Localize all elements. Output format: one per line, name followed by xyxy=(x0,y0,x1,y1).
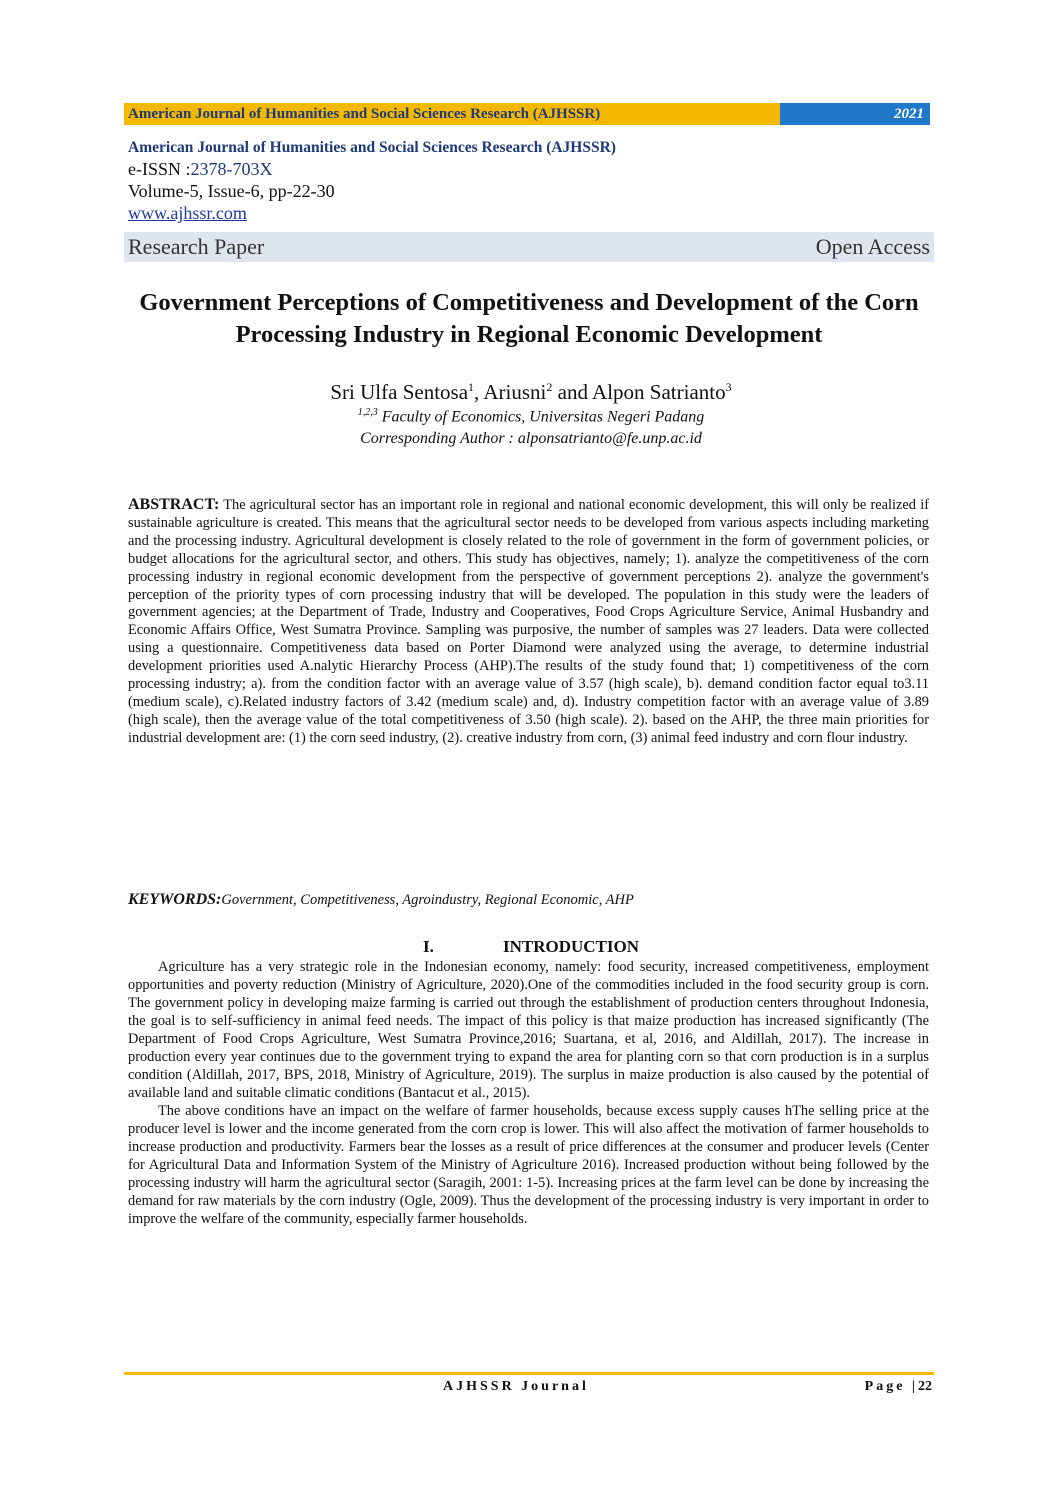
author-separator: and xyxy=(552,380,593,404)
author-sup: 1 xyxy=(468,380,475,394)
author-separator: , xyxy=(474,380,484,404)
paper-title: Government Perceptions of Competitiveness and Development of the Corn Processing Industry in Regional Economic Development xyxy=(139,289,919,348)
author-list xyxy=(128,374,934,405)
keywords-label: KEYWORDS: xyxy=(128,891,222,908)
access-type: Open Access xyxy=(815,234,930,259)
section-heading xyxy=(128,937,934,957)
issn-value: 2378-703X xyxy=(190,159,273,179)
issn xyxy=(128,158,934,180)
affiliation xyxy=(128,402,934,428)
abstract xyxy=(128,496,929,748)
affiliation-text: Faculty of Economics, Universitas Negeri Padang xyxy=(377,408,705,426)
journal-website-link[interactable]: www.ajhssr.com xyxy=(128,203,247,223)
author-name: Ariusni xyxy=(483,380,547,404)
page-number: 22 xyxy=(918,1379,932,1394)
paper-type: Research Paper xyxy=(128,234,265,259)
affiliation-sup: 1,2,3 xyxy=(357,407,378,418)
author-name: Alpon Satrianto xyxy=(592,380,726,404)
journal-header-bar xyxy=(124,103,930,125)
affiliation-block xyxy=(128,402,934,450)
section-title: INTRODUCTION xyxy=(502,937,640,956)
page-label: Page | xyxy=(864,1379,918,1394)
footer-rule xyxy=(124,1372,934,1375)
keywords-text: Government, Competitiveness, Agroindustry, Regional Economic, AHP xyxy=(221,892,634,908)
author-name: Sri Ulfa Sentosa xyxy=(330,380,469,404)
volume-info: Volume-5, Issue-6, pp-22-30 xyxy=(128,181,335,201)
issn-label: e-ISSN : xyxy=(128,159,191,179)
header-journal-name: American Journal of Humanities and Social Sciences Research (AJHSSR) xyxy=(124,103,780,125)
footer-page xyxy=(865,1378,932,1396)
corresponding-author: Corresponding Author : alponsatrianto@fe.unp.ac.id xyxy=(360,430,702,448)
journal-meta xyxy=(128,138,934,224)
keywords xyxy=(128,890,934,910)
header-year: 2021 xyxy=(780,103,930,125)
author-sup: 3 xyxy=(725,380,732,394)
paragraph: Agriculture has a very strategic role in the Indonesian economy, namely: food security, increased competitiveness, employment opportunities and poverty reduction (Ministry of Agriculture, 2020).One of the commodities included in the food security group is corn. The government policy in developing maize farming is carried out through the establishment of production centers throughout Indonesia, the goal is to self-sufficiency in animal feed needs. The impact of this policy is that maize production has increased significantly (The Department of Food Crops Agriculture, West Sumatra Province,2016; Suartana, et al, 2016, and Aldillah, 2017). The increase in production every year continues due to the government trying to expand the area for planting corn so that corn production is in a surplus condition (Aldillah, 2017, BPS, 2018, Ministry of Agriculture, 2019). The surplus in maize production is also caused by the potential of available land and suitable climatic conditions (Bantacut et al., 2015). xyxy=(128,959,929,1101)
paragraph: The above conditions have an impact on the welfare of farmer households, because excess supply causes hThe selling price at the producer level is lower and the income generated from the corn crop is lower. This will also affect the motivation of farmer households to increase production and productivity. Farmers bear the losses as a result of price differences at the consumer and producer levels (Center for Agricultural Data and Information System of the Ministry of Agriculture 2016). Increased production without being followed by the processing industry will harm the agricultural sector (Saragih, 2001: 1-5). Increasing prices at the farm level can be done by increasing the demand for raw materials by the corn industry (Ogle, 2009). Thus the development of the processing industry is very important in order to improve the welfare of the community, especially farmer households. xyxy=(128,1103,929,1227)
section-number: I. xyxy=(422,937,434,956)
introduction-body xyxy=(128,958,929,1228)
journal-title: American Journal of Humanities and Social Sciences Research (AJHSSR) xyxy=(128,139,616,156)
paper-type-bar xyxy=(124,232,934,262)
author-sup: 2 xyxy=(546,380,553,394)
abstract-text: The agricultural sector has an important role in regional and national economic development, this will only be realized if sustainable agriculture is created. This means that the agricultural sector needs to be developed from various aspects including marketing and the processing industry. Agricultural development is closely related to the role of government in the form of government policies, or budget allocations for the agricultural sector, and others. This study has objectives, namely; 1). analyze the competitiveness of the corn processing industry in regional economic development from the perspective of government perceptions 2). analyze the government's perception of the priority types of corn processing industry that will be developed. The population in this study were the leaders of government agencies; at the Department of Trade, Industry and Cooperatives, Food Crops Agriculture Service, Animal Husbandry and Economic Affairs Office, West Sumatra Province. Sampling was purposive, the number of samples was 27 leaders. Data were collected using a questionnaire. Competitiveness data based on Porter Diamond were analyzed using the average, to determine industrial development priorities used A.nalytic Hierarchy Process (AHP).The results of the study found that; 1) competitiveness of the corn processing industry; a). from the condition factor with an average value of 3.57 (high scale), b). demand condition factor equal to3.11 (medium scale), c).Related industry factors of 3.42 (medium scale) and, d). Industry competition factor with an average value of 3.89 (high scale), then the average value of the total competitiveness of 3.50 (high scale). 2). based on the AHP, the three main priorities for industrial development are: (1) the corn seed industry, (2). creative industry from corn, (3) animal feed industry and corn flour industry. xyxy=(128,497,929,746)
footer-journal: AJHSSR Journal xyxy=(443,1379,589,1394)
abstract-label: ABSTRACT: xyxy=(128,496,220,513)
